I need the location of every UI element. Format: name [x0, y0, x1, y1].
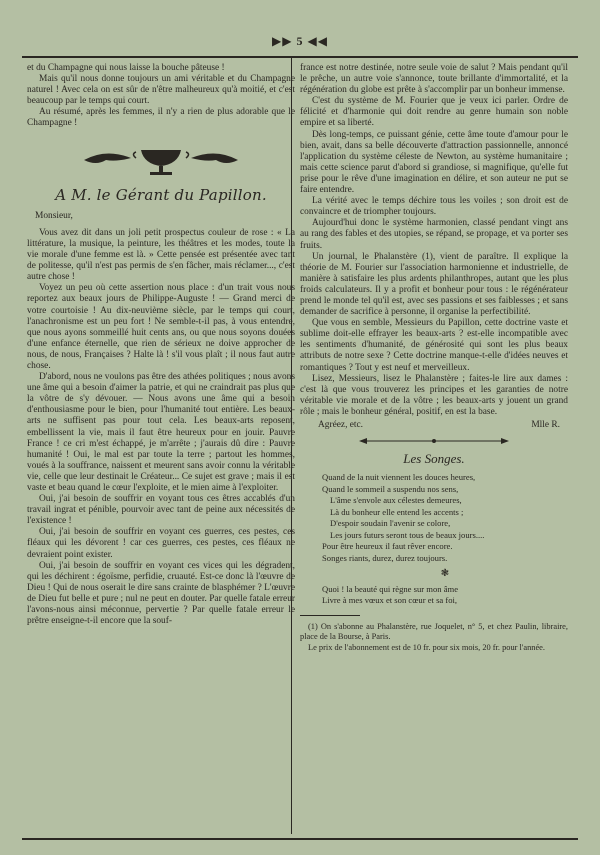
poem-line: Pour être heureux il faut rêver encore.: [322, 541, 453, 552]
footnotes: [300, 622, 568, 653]
left-column: [27, 63, 295, 833]
paragraph: Dès long-temps, ce puissant génie, cette âme toute d'amour pour le bien, avait, dans sa belle découverte d'attraction passionnelle, annoncé l'application du système céleste de Newton, au système humanitaire ; mais cette science parut d'abord si grandiose, si magnifique, qu'elle fut prise pour le rêve d'une imagination en délire, et son auteur ne put se faire entendre.: [300, 129, 568, 196]
poem-line: Les jours futurs seront tous de beaux jours....: [330, 529, 485, 540]
poem-line: Livre à mes vœux et son cœur et sa foi,: [322, 595, 458, 606]
cup-ornament-icon: [27, 140, 295, 184]
poem-title: Les Songes.: [403, 451, 465, 467]
poem-line: Quand le sommeil a suspendu nos sens,: [322, 483, 459, 494]
paragraph: et du Champagne qui nous laisse la bouche pâteuse !: [27, 63, 225, 73]
paragraph: D'abord, nous ne voulons pas être des athées politiques ; nous avons une âme qui a besoin d'aimer la patrie, et qui ne craindrait pas plus que la vôtre de s'y dévouer. — Nous avons une âme qui a besoin d'enthousiasme pour le bien, pour l'humanité tout entière. Les beaux-arts ne suffisent pas pour tout cela. Les beaux-arts reposent, embellissent la vie, mais il faut être heureux pour en jouir. Pauvre France ! ce cri m'est échappé, je m'arrête ; j'aurais dû dire : Pauvre humanité ! Oui, le mal est par toute la terre ; partout les hommes, voués à la souffrance, naissent et meurent sans avoir connu la véritable vie, celle que leur destinait le Créateur... Ce sujet est grave ; mais il est vaste et beau quand le cœur l'exploite, et le mien aime à l'exploiter.: [27, 372, 295, 493]
paragraph: Que vous en semble, Messieurs du Papillon, cette doctrine vaste et sublime doit-elle effrayer les beaux-arts ? est-elle incompatible avec les sentiments d'humanité, de générosité qui sont les plus beaux attributs de notre sexe ? Cette doctrine manque-t-elle d'idées neuves et romantiques ? Tout y est neuf et merveilleux.: [300, 318, 568, 373]
right-ornament-icon: ◀◀: [303, 34, 328, 48]
paragraph: C'est du système de M. Fourier que je veux ici parler. Ordre de félicité et d'harmonie qui doit rendre au genre humain son noble empire et sa liberté.: [300, 96, 568, 129]
asterism-icon: ❃: [440, 568, 450, 580]
salutation: Monsieur,: [35, 210, 73, 221]
paragraph: Oui, j'ai besoin de souffrir en voyant ces vices qui les dégradent, qui les déchirent : égoïsme, perfidie, cruauté. Est-ce donc là l'œuvre de Dieu ! Qui de nous oserait le dire sans crainte de blasphémer ? L'œuvre de Dieu fut belle et pure ; nul ne peut en douter. Par quelle fatale erreur l'avons-nous ainsi méconnue, pervertie ? Par quelle fatale erreur le prêtre enseigne-t-il encore que la souf-: [27, 560, 295, 627]
right-column: [300, 63, 568, 833]
signature: Mlle R.: [531, 420, 560, 430]
closing: Agréez, etc.: [318, 420, 364, 430]
left-ornament-icon: ▶▶: [272, 34, 297, 48]
page-number: ▶▶ 5 ◀◀: [272, 34, 328, 48]
paragraph: france est notre destinée, notre seule voie de salut ? Mais pendant qu'il le prêche, un autre voie s'annonce, toute brillante d'immortalité, et la régénération du globe est prête à s'accomplir par un bonheur immense.: [300, 63, 568, 96]
footnote: (1) On s'abonne au Phalanstère, rue Joquelet, n° 5, et chez Paulin, libraire, place de la Bourse, à Paris.: [300, 621, 568, 642]
poem-line: L'âme s'envole aux célestes demeures,: [330, 495, 462, 506]
poem-line: Quand de la nuit viennent les douces heures,: [322, 472, 476, 483]
footnote-rule: [300, 615, 360, 616]
paragraph: Vous avez dit dans un joli petit prospectus couleur de rose : « La littérature, la musique, la peinture, les théâtres et les modes, toute la vie morale d'une femme est là. » Cette pensée est présentée avec tant de politesse, qu'il n'est pas permis de s'en fâcher, mais réclamer..., c'est autre chose !: [27, 227, 295, 283]
paragraph: Lisez, Messieurs, lisez le Phalanstère ; faites-le lire aux dames : c'est là que vous trouverez les principes et les garanties de notre véritable vie morale et de la vôtre ; les beaux-arts y jouent un grand rôle ; mais le bonheur général, positif, en est la base.: [300, 373, 568, 417]
poem: [300, 472, 568, 607]
poem-line: D'espoir soudain l'avenir se colore,: [330, 518, 451, 529]
signature-line: [300, 420, 568, 431]
paragraph: Voyez un peu où cette assertion nous place : d'un trait vous nous reportez aux beaux jours de Philippe-Auguste ! — Grand merci de votre courtoisie ! Au dix-neuvième siècle, par le temps qui court, l'anachronisme est un peu fort ! Ne semble-t-il pas, à vous entendre, que nous ayons sommeillé huit cents ans, ou que nous soyons douées d'une enfance éternelle, que rien de sérieux ne doive approcher de nous, de nous, Françaises ? Halte là ! s'il vous plaît ; il nous faut autre chose.: [27, 283, 295, 371]
poem-line: Songes riants, durez, durez toujours.: [322, 552, 448, 563]
footnote: Le prix de l'abonnement est de 10 fr. pour six mois, 20 fr. pour l'année.: [308, 642, 545, 652]
paragraph: Un journal, le Phalanstère (1), vient de paraître. Il explique la théorie de M. Fourier sur l'association harmonienne et industrielle, de manière à satisfaire les plus ardents philanthropes, autant que les plus froids calculateurs. Il y a profit et bonheur pour tous : le régénérateur prend le monde tel qu'il est, avec ses passions et ses faiblesses ; et sans demander de sacrifice à personne, il organise la perfectibilité.: [300, 251, 568, 318]
paragraph: Au résumé, après les femmes, il n'y a rien de plus adorable que le Champagne !: [27, 107, 295, 129]
paragraph: Oui, j'ai besoin de souffrir en voyant ces guerres, ces pestes, ces fléaux qui les dévorent ! car ces guerres, ces pestes, ces fléaux ne devraient point exister.: [27, 527, 295, 560]
paragraph: Oui, j'ai besoin de souffrir en voyant tous ces êtres accablés d'un travail ingrat et pénible, pourvoir avec tant de peine aux nécessités de l'existence !: [27, 494, 295, 527]
letter-heading: A M. le Gérant du Papillon.: [55, 185, 267, 204]
poem-line: Quoi ! la beauté qui règne sur mon âme: [322, 583, 459, 594]
poem-line: Là du bonheur elle entend les accents ;: [330, 506, 464, 517]
paragraph: La vérité avec le temps déchire tous les voiles ; son droit est de convaincre et de triompher toujours.: [300, 196, 568, 218]
paragraph: Aujourd'hui donc le système harmonien, classé pendant vingt ans au rang des fables et des utopies, se répand, se propage, et va porter ses fruits.: [300, 218, 568, 251]
separator-rule-icon: [300, 437, 568, 449]
paragraph: Mais qu'il nous donne toujours un ami véritable et du Champagne naturel ! Avec cela on est sûr de n'être malheureux qu'à moitié, et c'est beaucoup par le temps qui court.: [27, 74, 295, 107]
